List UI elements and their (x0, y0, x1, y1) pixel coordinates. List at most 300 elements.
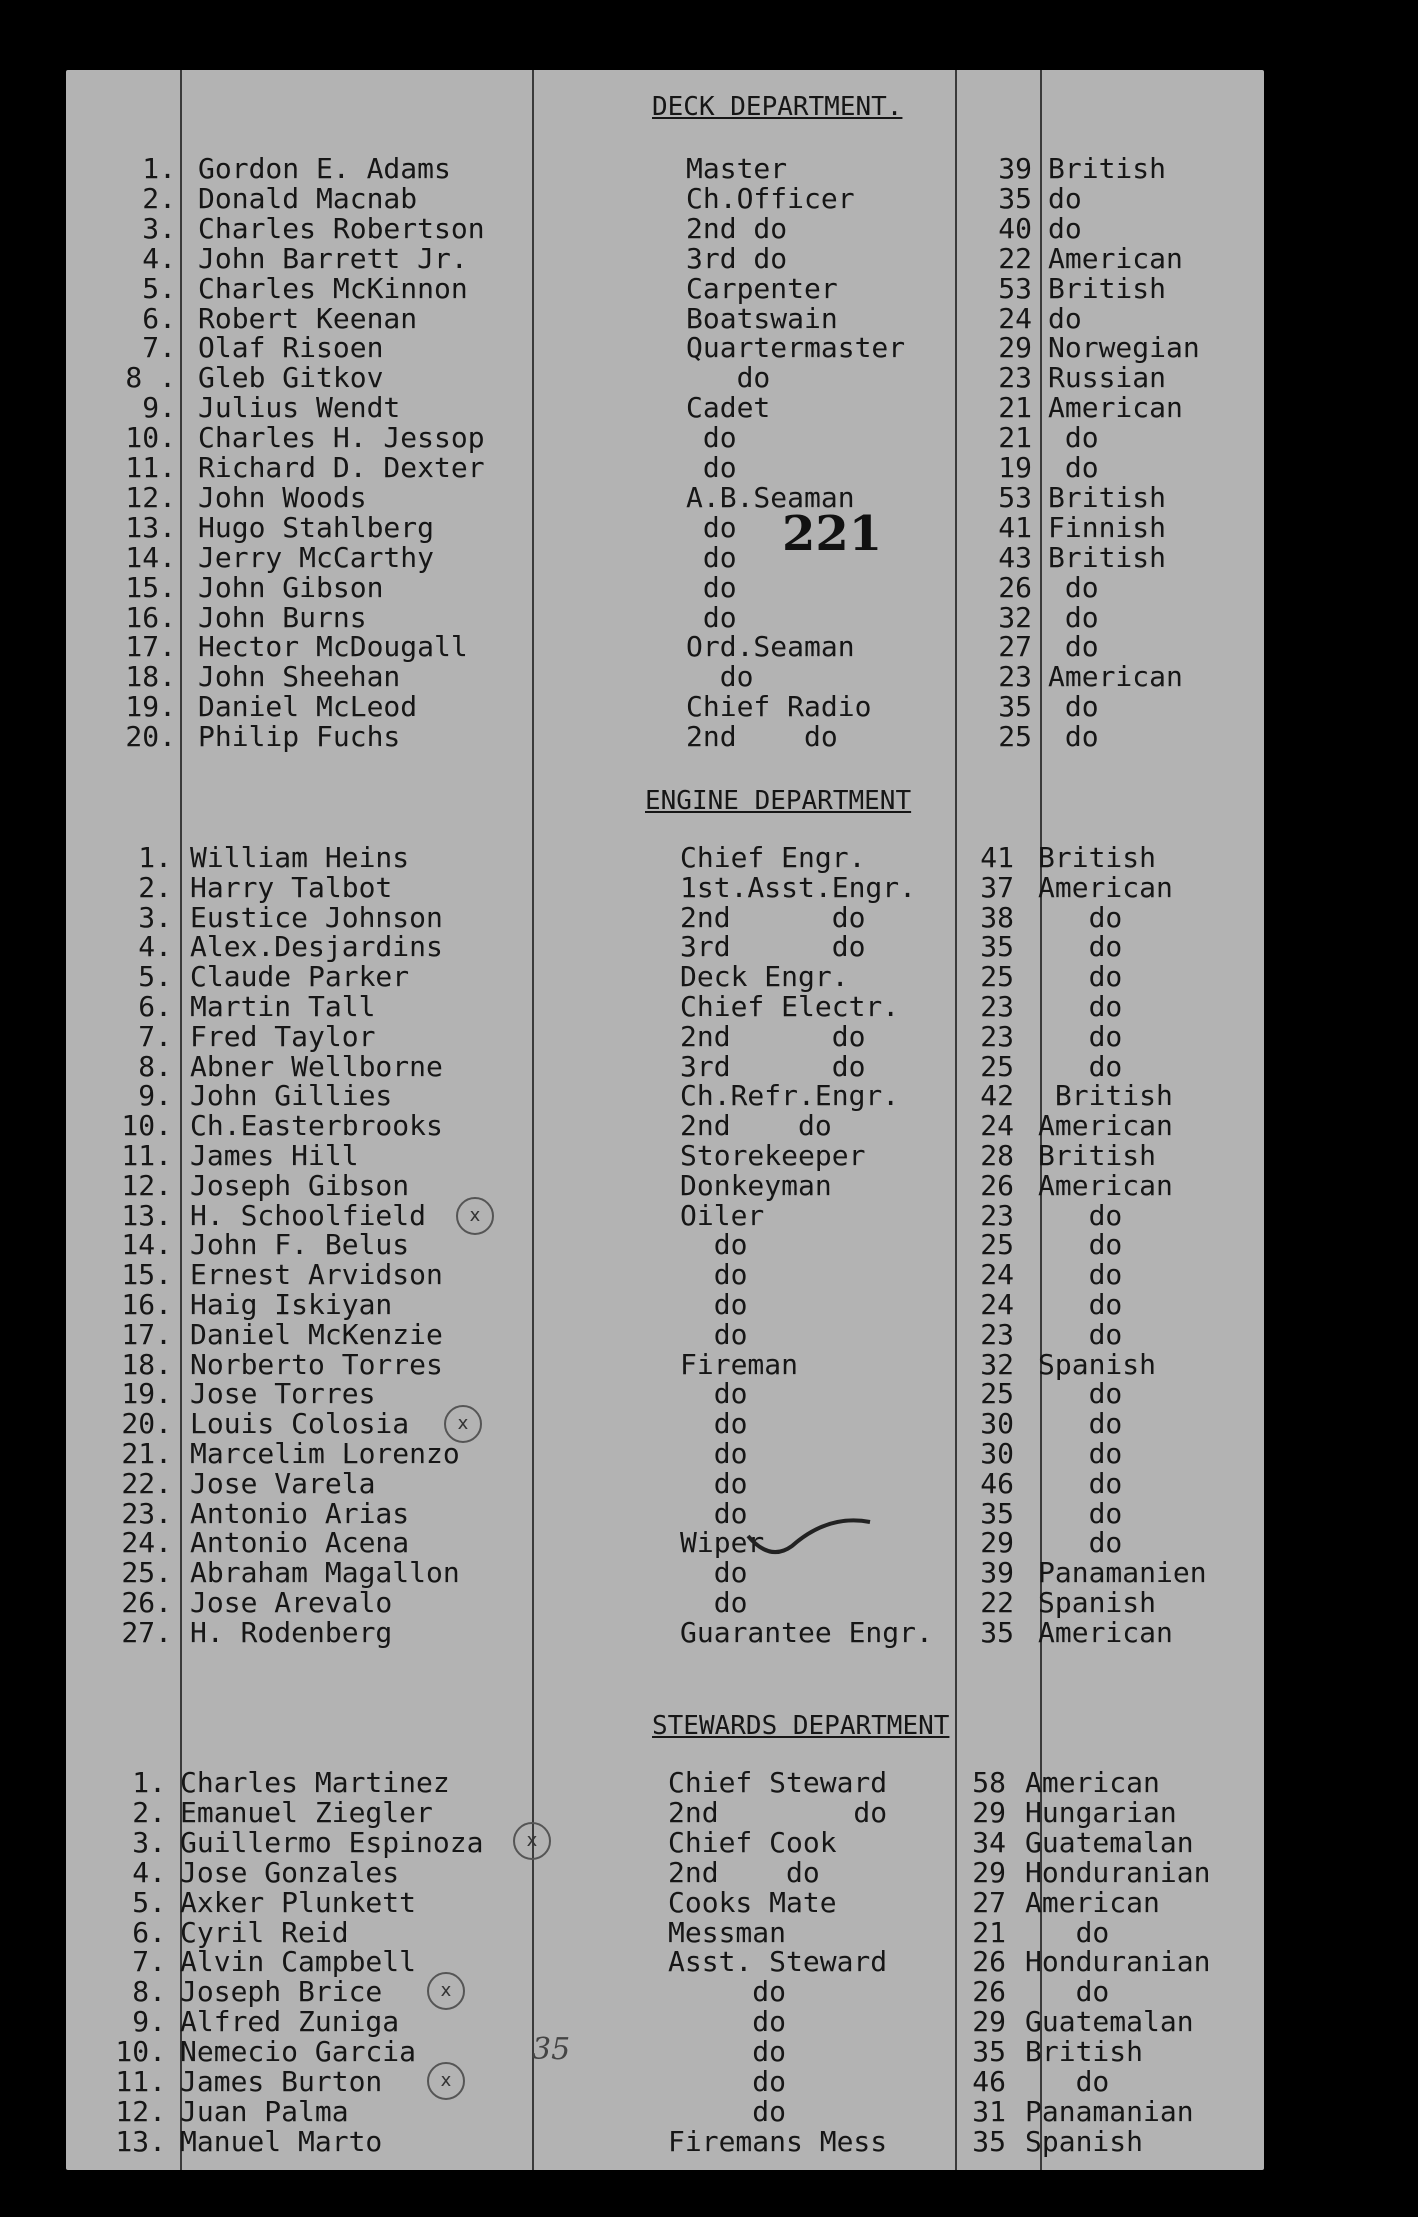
crew-row (0, 483, 1418, 513)
crew-number: 16. (121, 1288, 172, 1321)
crew-rating: Donkeyman (680, 1169, 832, 1202)
crew-name: Abner Wellborne (190, 1050, 443, 1083)
crew-row (0, 1499, 1418, 1529)
crew-number: 6. (138, 990, 172, 1023)
crew-age: 24 (980, 1288, 1014, 1321)
crew-nationality: British (1048, 272, 1167, 305)
crew-age: 25 (980, 1050, 1014, 1083)
crew-nationality: Panamanien (1038, 1556, 1207, 1589)
crew-name: Charles Robertson (198, 212, 485, 245)
crew-nationality: Russian (1048, 361, 1167, 394)
crew-number: 17. (125, 630, 176, 663)
crew-nationality: do (1038, 1497, 1123, 1530)
crew-nationality: Honduranian (1025, 1945, 1211, 1978)
crew-age: 46 (980, 1467, 1014, 1500)
crew-nationality: American (1048, 242, 1183, 275)
crew-name: Donald Macnab (198, 182, 418, 215)
crew-row (0, 1798, 1418, 1828)
crew-age: 35 (980, 930, 1014, 963)
crew-rating: Cooks Mate (668, 1886, 837, 1919)
crew-rating: do (680, 1497, 748, 1530)
crew-age: 23 (998, 361, 1032, 394)
crew-age: 32 (980, 1348, 1014, 1381)
crew-row (0, 423, 1418, 453)
crew-nationality: British (1048, 481, 1167, 514)
crew-row (0, 244, 1418, 274)
crew-rating: Oiler (680, 1199, 765, 1232)
crew-rating: do (686, 421, 737, 454)
crew-name: John Woods (198, 481, 367, 514)
crew-nationality: do (1025, 1916, 1110, 1949)
crew-age: 42 (980, 1079, 1014, 1112)
crew-name: Manuel Marto (180, 2125, 383, 2158)
crew-nationality: British (1038, 1079, 1173, 1112)
circle-mark: x (444, 1405, 482, 1443)
crew-number: 19. (125, 690, 176, 723)
crew-age: 27 (972, 1886, 1006, 1919)
crew-age: 29 (998, 331, 1032, 364)
crew-rating: do (686, 541, 737, 574)
check-mark-stroke (748, 1520, 870, 1552)
crew-name: William Heins (190, 841, 410, 874)
crew-age: 24 (998, 302, 1032, 335)
crew-row (0, 873, 1418, 903)
crew-age: 24 (980, 1258, 1014, 1291)
crew-nationality: do (1025, 2065, 1110, 2098)
crew-nationality: do (1038, 1407, 1123, 1440)
crew-number: 1. (132, 1766, 166, 1799)
crew-name: Joseph Brice (180, 1975, 383, 2008)
crew-row (0, 2067, 1418, 2097)
crew-number: 3. (138, 901, 172, 934)
crew-rating: Chief Radio (686, 690, 872, 723)
crew-rating: Messman (668, 1916, 787, 1949)
crew-row (0, 1111, 1418, 1141)
crew-number: 20. (121, 1407, 172, 1440)
crew-nationality: do (1038, 1288, 1123, 1321)
crew-rating: 2nd do (680, 901, 866, 934)
crew-row (0, 722, 1418, 752)
circle-mark: x (427, 2062, 465, 2100)
crew-row (0, 1888, 1418, 1918)
crew-age: 30 (980, 1437, 1014, 1470)
crew-row (0, 1081, 1418, 1111)
crew-row (0, 632, 1418, 662)
crew-number: 7. (132, 1945, 166, 1978)
crew-rating: Cadet (686, 391, 771, 424)
crew-nationality: American (1038, 1169, 1173, 1202)
crew-nationality: Norwegian (1048, 331, 1200, 364)
crew-number: 13. (125, 511, 176, 544)
crew-rating: Boatswain (686, 302, 838, 335)
crew-name: Olaf Risoen (198, 331, 384, 364)
crew-rating: Fireman (680, 1348, 799, 1381)
department-heading: ENGINE DEPARTMENT (645, 786, 912, 816)
crew-rating: 3rd do (686, 242, 788, 275)
crew-row (0, 184, 1418, 214)
crew-nationality: do (1038, 1467, 1123, 1500)
crew-nationality: American (1048, 660, 1183, 693)
crew-name: Julius Wendt (198, 391, 401, 424)
crew-age: 29 (980, 1526, 1014, 1559)
crew-name: John F. Belus (190, 1228, 410, 1261)
crew-age: 26 (980, 1169, 1014, 1202)
crew-row (0, 333, 1418, 363)
crew-age: 39 (980, 1556, 1014, 1589)
crew-rating: do (680, 1586, 748, 1619)
crew-number: 10. (115, 2035, 166, 2068)
crew-number: 27. (121, 1616, 172, 1649)
crew-rating: do (686, 361, 771, 394)
crew-rating: do (686, 511, 737, 544)
crew-age: 23 (980, 1318, 1014, 1351)
crew-number: 8. (132, 1975, 166, 2008)
crew-name: Harry Talbot (190, 871, 393, 904)
crew-row (0, 1768, 1418, 1798)
crew-name: H. Schoolfield (190, 1199, 427, 1232)
crew-rating: Firemans Mess (668, 2125, 888, 2158)
crew-number: 9. (132, 2005, 166, 2038)
crew-rating: 2nd do (680, 1020, 866, 1053)
crew-name: Jose Varela (190, 1467, 376, 1500)
crew-rating: do (668, 2035, 787, 2068)
crew-nationality: do (1048, 630, 1099, 663)
crew-nationality: British (1038, 841, 1157, 874)
crew-age: 38 (980, 901, 1014, 934)
crew-number: 8. (138, 1050, 172, 1083)
crew-name: Guillermo Espinoza (180, 1826, 484, 1859)
crew-age: 23 (998, 660, 1032, 693)
crew-nationality: do (1048, 182, 1082, 215)
crew-nationality: do (1038, 1050, 1123, 1083)
crew-nationality: American (1038, 871, 1173, 904)
crew-nationality: do (1038, 1526, 1123, 1559)
crew-row (0, 2037, 1418, 2067)
crew-rating: Guarantee Engr. (680, 1616, 933, 1649)
crew-nationality: do (1048, 690, 1099, 723)
crew-rating: Chief Engr. (680, 841, 866, 874)
crew-age: 22 (980, 1586, 1014, 1619)
crew-name: Gleb Gitkov (198, 361, 384, 394)
crew-number: 21. (121, 1437, 172, 1470)
crew-age: 23 (980, 990, 1014, 1023)
crew-nationality: Honduranian (1025, 1856, 1211, 1889)
crew-number: 2. (132, 1796, 166, 1829)
crew-age: 37 (980, 871, 1014, 904)
crew-name: Philip Fuchs (198, 720, 401, 753)
crew-name: Marcelim Lorenzo (190, 1437, 460, 1470)
crew-row (0, 154, 1418, 184)
crew-nationality: do (1038, 1199, 1123, 1232)
crew-number: 5. (132, 1886, 166, 1919)
crew-rating: do (686, 660, 754, 693)
crew-number: 14. (125, 541, 176, 574)
crew-nationality: American (1038, 1616, 1173, 1649)
crew-number: 22. (121, 1467, 172, 1500)
crew-rating: Deck Engr. (680, 960, 849, 993)
crew-number: 7. (142, 331, 176, 364)
crew-name: Charles Martinez (180, 1766, 450, 1799)
crew-name: Charles H. Jessop (198, 421, 485, 454)
crew-nationality: American (1038, 1109, 1173, 1142)
crew-number: 10. (121, 1109, 172, 1142)
crew-number: 12. (121, 1169, 172, 1202)
crew-name: John Gillies (190, 1079, 393, 1112)
crew-row (0, 1469, 1418, 1499)
crew-row (0, 662, 1418, 692)
crew-number: 3. (142, 212, 176, 245)
crew-rating: 3rd do (680, 930, 866, 963)
crew-rating: 2nd do (668, 1856, 820, 1889)
crew-age: 25 (980, 1228, 1014, 1261)
crew-rating: Asst. Steward (668, 1945, 888, 1978)
crew-row (0, 1409, 1418, 1439)
crew-name: John Barrett Jr. (198, 242, 468, 275)
crew-nationality: Finnish (1048, 511, 1167, 544)
crew-age: 25 (980, 960, 1014, 993)
crew-name: Charles McKinnon (198, 272, 468, 305)
crew-row (0, 513, 1418, 543)
crew-nationality: Hungarian (1025, 1796, 1177, 1829)
crew-row (0, 1230, 1418, 1260)
crew-rating: do (680, 1407, 748, 1440)
crew-age: 32 (998, 601, 1032, 634)
crew-row (0, 1290, 1418, 1320)
crew-nationality: do (1048, 421, 1099, 454)
crew-nationality: American (1048, 391, 1183, 424)
crew-age: 35 (972, 2125, 1006, 2158)
crew-number: 8 . (125, 361, 176, 394)
crew-age: 46 (972, 2065, 1006, 2098)
crew-rating: Carpenter (686, 272, 838, 305)
crew-name: Alex.Desjardins (190, 930, 443, 963)
crew-nationality: American (1025, 1886, 1160, 1919)
crew-nationality: do (1048, 571, 1099, 604)
crew-row (0, 1201, 1418, 1231)
crew-row (0, 573, 1418, 603)
crew-number: 17. (121, 1318, 172, 1351)
crew-number: 15. (125, 571, 176, 604)
crew-rating: do (686, 571, 737, 604)
stamp-number: 221 (782, 506, 883, 562)
crew-row (0, 393, 1418, 423)
crew-nationality: British (1038, 1139, 1157, 1172)
crew-age: 22 (998, 242, 1032, 275)
crew-name: Richard D. Dexter (198, 451, 485, 484)
crew-row (0, 453, 1418, 483)
crew-rating: Chief Cook (668, 1826, 837, 1859)
crew-rating: Chief Steward (668, 1766, 888, 1799)
crew-nationality: do (1038, 1258, 1123, 1291)
crew-rating: do (680, 1318, 748, 1351)
crew-rating: Wiper (680, 1526, 765, 1559)
crew-nationality: do (1038, 1437, 1123, 1470)
crew-nationality: do (1038, 1377, 1123, 1410)
crew-nationality: do (1038, 1020, 1123, 1053)
crew-number: 12. (115, 2095, 166, 2128)
crew-rating: do (680, 1556, 748, 1589)
crew-rating: do (680, 1467, 748, 1500)
crew-row (0, 962, 1418, 992)
crew-age: 40 (998, 212, 1032, 245)
crew-rating: do (668, 2065, 787, 2098)
crew-number: 4. (132, 1856, 166, 1889)
crew-number: 18. (121, 1348, 172, 1381)
crew-number: 5. (138, 960, 172, 993)
crew-name: John Burns (198, 601, 367, 634)
crew-age: 23 (980, 1020, 1014, 1053)
crew-name: Gordon E. Adams (198, 152, 451, 185)
crew-name: Norberto Torres (190, 1348, 443, 1381)
crew-nationality: Spanish (1038, 1348, 1157, 1381)
crew-row (0, 1141, 1418, 1171)
crew-nationality: Guatemalan (1025, 1826, 1194, 1859)
crew-number: 26. (121, 1586, 172, 1619)
crew-row (0, 1350, 1418, 1380)
crew-rating: Master (686, 152, 788, 185)
crew-nationality: British (1025, 2035, 1144, 2068)
crew-name: Martin Tall (190, 990, 376, 1023)
crew-age: 34 (972, 1826, 1006, 1859)
crew-number: 1. (138, 841, 172, 874)
circle-mark: x (427, 1972, 465, 2010)
handwritten-note: 35 (532, 2032, 571, 2067)
crew-name: Ch.Easterbrooks (190, 1109, 443, 1142)
crew-number: 3. (132, 1826, 166, 1859)
crew-name: John Gibson (198, 571, 384, 604)
crew-nationality: Guatemalan (1025, 2005, 1194, 2038)
crew-name: James Burton (180, 2065, 383, 2098)
circle-mark: x (456, 1197, 494, 1235)
crew-nationality: do (1038, 901, 1123, 934)
crew-row (0, 1379, 1418, 1409)
crew-rating: Storekeeper (680, 1139, 866, 1172)
crew-rating: 2nd do (686, 212, 788, 245)
crew-number: 13. (121, 1199, 172, 1232)
crew-row (0, 1439, 1418, 1469)
crew-nationality: do (1025, 1975, 1110, 2008)
crew-nationality: do (1038, 960, 1123, 993)
crew-number: 5. (142, 272, 176, 305)
crew-name: Antonio Acena (190, 1526, 410, 1559)
crew-age: 35 (998, 182, 1032, 215)
crew-rating: do (668, 2005, 787, 2038)
crew-name: Hugo Stahlberg (198, 511, 435, 544)
crew-name: Daniel McKenzie (190, 1318, 443, 1351)
crew-nationality: British (1048, 152, 1167, 185)
crew-nationality: Spanish (1025, 2125, 1144, 2158)
crew-rating: Ch.Refr.Engr. (680, 1079, 900, 1112)
crew-row (0, 1828, 1418, 1858)
crew-rating: do (680, 1228, 748, 1261)
crew-row (0, 214, 1418, 244)
crew-name: Abraham Magallon (190, 1556, 460, 1589)
crew-name: Louis Colosia (190, 1407, 410, 1440)
crew-row (0, 903, 1418, 933)
crew-age: 19 (998, 451, 1032, 484)
crew-number: 24. (121, 1526, 172, 1559)
crew-number: 12. (125, 481, 176, 514)
crew-number: 16. (125, 601, 176, 634)
crew-row (0, 274, 1418, 304)
crew-name: Emanuel Ziegler (180, 1796, 433, 1829)
crew-name: Eustice Johnson (190, 901, 443, 934)
crew-age: 27 (998, 630, 1032, 663)
crew-number: 18. (125, 660, 176, 693)
crew-row (0, 1022, 1418, 1052)
crew-age: 39 (998, 152, 1032, 185)
crew-number: 11. (121, 1139, 172, 1172)
crew-age: 53 (998, 272, 1032, 305)
crew-rating: 2nd do (668, 1796, 888, 1829)
crew-age: 26 (998, 571, 1032, 604)
crew-rating: do (680, 1437, 748, 1470)
crew-age: 53 (998, 481, 1032, 514)
crew-number: 15. (121, 1258, 172, 1291)
crew-rating: 3rd do (680, 1050, 866, 1083)
crew-name: Nemecio Garcia (180, 2035, 417, 2068)
crew-rating: Ch.Officer (686, 182, 855, 215)
crew-row (0, 992, 1418, 1022)
crew-age: 24 (980, 1109, 1014, 1142)
crew-rating: Chief Electr. (680, 990, 900, 1023)
crew-age: 25 (980, 1377, 1014, 1410)
crew-nationality: do (1038, 930, 1123, 963)
crew-age: 41 (980, 841, 1014, 874)
crew-age: 35 (972, 2035, 1006, 2068)
crew-name: Daniel McLeod (198, 690, 418, 723)
crew-number: 10. (125, 421, 176, 454)
crew-row (0, 932, 1418, 962)
crew-row (0, 1588, 1418, 1618)
crew-age: 35 (998, 690, 1032, 723)
crew-number: 23. (121, 1497, 172, 1530)
crew-rating: do (680, 1258, 748, 1291)
crew-number: 6. (132, 1916, 166, 1949)
crew-number: 4. (138, 930, 172, 963)
handwritten-check-mark (740, 1500, 880, 1560)
crew-age: 29 (972, 2005, 1006, 2038)
crew-age: 41 (998, 511, 1032, 544)
crew-nationality: do (1038, 1318, 1123, 1351)
crew-rating: 2nd do (680, 1109, 832, 1142)
crew-number: 11. (115, 2065, 166, 2098)
crew-age: 26 (972, 1975, 1006, 2008)
crew-number: 13. (115, 2125, 166, 2158)
crew-name: Antonio Arias (190, 1497, 410, 1530)
crew-name: Jose Torres (190, 1377, 376, 1410)
crew-row (0, 1171, 1418, 1201)
crew-name: Alfred Zuniga (180, 2005, 400, 2038)
crew-age: 21 (972, 1916, 1006, 1949)
crew-row (0, 1618, 1418, 1648)
crew-row (0, 1947, 1418, 1977)
crew-age: 43 (998, 541, 1032, 574)
crew-nationality: do (1048, 451, 1099, 484)
crew-number: 20. (125, 720, 176, 753)
crew-rating: do (686, 451, 737, 484)
crew-name: Haig Iskiyan (190, 1288, 393, 1321)
crew-name: Alvin Campbell (180, 1945, 417, 1978)
crew-name: Jose Gonzales (180, 1856, 400, 1889)
crew-row (0, 543, 1418, 573)
crew-row (0, 2007, 1418, 2037)
crew-row (0, 2097, 1418, 2127)
crew-name: Juan Palma (180, 2095, 349, 2128)
crew-nationality: American (1025, 1766, 1160, 1799)
crew-age: 35 (980, 1616, 1014, 1649)
crew-nationality: do (1048, 601, 1099, 634)
